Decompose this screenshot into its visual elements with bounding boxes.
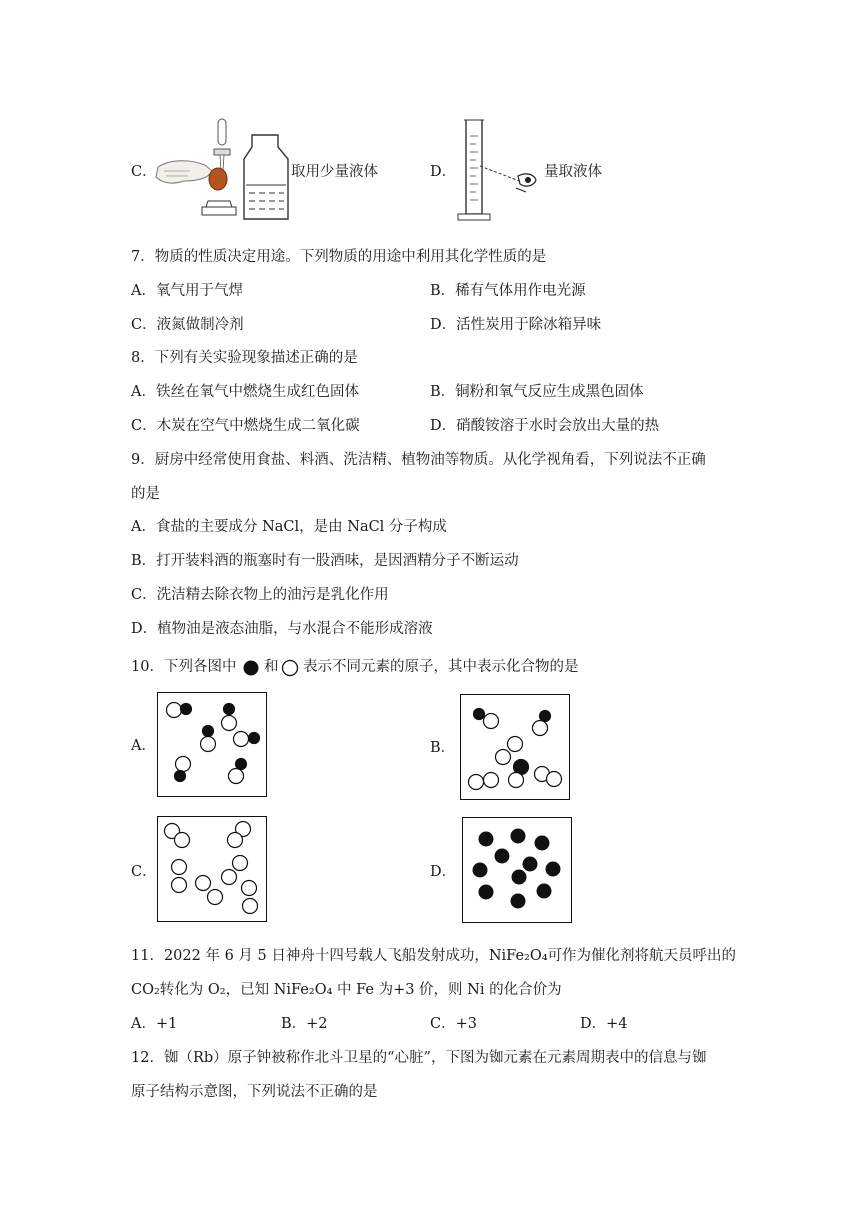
q10-option-d-letter: D． xyxy=(430,864,457,880)
q11-option-c: C．+3 xyxy=(430,1016,477,1032)
q9-option-c: C．洗洁精去除衣物上的油污是乳化作用 xyxy=(131,587,389,603)
q9-stem-line1: 9．厨房中经常使用食盐、料酒、洗洁精、植物油等物质。从化学视角看，下列说法不正确 xyxy=(131,452,706,468)
q8-option-d: D．硝酸铵溶于水时会放出大量的热 xyxy=(430,418,660,434)
q8-option-c: C．木炭在空气中燃烧生成二氧化碳 xyxy=(131,418,360,434)
q9-option-b: B．打开装料酒的瓶塞时有一股酒味，是因酒精分子不断运动 xyxy=(131,553,519,569)
q10-molecules-d xyxy=(462,817,572,923)
q8-stem: 8．下列有关实验现象描述正确的是 xyxy=(131,350,358,366)
q7-stem: 7．物质的性质决定用途。下列物质的用途中利用其化学性质的是 xyxy=(131,249,547,265)
q11-stem-line2: CO₂转化为 O₂，已知 NiFe₂O₄ 中 Fe 为+3 价，则 Ni 的化合价为 xyxy=(131,982,562,998)
q10-stem-post: 表示不同元素的原子，其中表示化合物的是 xyxy=(303,659,579,675)
q6-option-c-letter: C． xyxy=(131,164,157,180)
q10-stem-pre: 10．下列各图中 xyxy=(131,659,237,675)
q7-option-c: C．液氮做制冷剂 xyxy=(131,317,244,333)
q12-stem-line2: 原子结构示意图，下列说法不正确的是 xyxy=(131,1084,378,1100)
q9-option-a: A．食盐的主要成分 NaCl，是由 NaCl 分子构成 xyxy=(131,519,447,535)
q11-option-a: A．+1 xyxy=(131,1016,178,1032)
q6-option-d-text: 量取液体 xyxy=(544,164,602,180)
q11-stem-line1: 11．2022 年 6 月 5 日神舟十四号载人飞船发射成功，NiFe₂O₄可作为催化剂将航天员呼出的 xyxy=(131,948,737,964)
q10-option-b-letter: B． xyxy=(430,740,456,756)
black-atom-icon xyxy=(242,659,260,677)
q6-option-d-letter: D． xyxy=(430,164,457,180)
q7-option-b: B．稀有气体用作电光源 xyxy=(430,283,586,299)
q11-option-b: B．+2 xyxy=(281,1016,328,1032)
q7-option-d: D．活性炭用于除冰箱异味 xyxy=(430,317,602,333)
q10-option-c-letter: C． xyxy=(131,864,157,880)
q8-option-b: B．铜粉和氧气反应生成黑色固体 xyxy=(430,384,644,400)
q8-option-a: A．铁丝在氧气中燃烧生成红色固体 xyxy=(131,384,359,400)
q6-option-c-text: 取用少量液体 xyxy=(291,164,378,180)
graduated-cylinder-figure xyxy=(456,116,546,224)
q9-stem-line2: 的是 xyxy=(131,486,160,502)
white-atom-icon xyxy=(281,659,299,677)
dropper-bottle-figure xyxy=(150,115,290,225)
q10-stem-mid: 和 xyxy=(264,659,279,675)
q10-molecules-a xyxy=(157,692,267,797)
q10-option-a-letter: A． xyxy=(131,738,156,754)
q7-option-a: A．氧气用于气焊 xyxy=(131,283,243,299)
q12-stem-line1: 12．铷（Rb）原子钟被称作北斗卫星的“心脏”，下图为铷元素在元素周期表中的信息与铷 xyxy=(131,1050,707,1066)
q10-molecules-b xyxy=(460,694,570,800)
q11-option-d: D．+4 xyxy=(580,1016,628,1032)
q9-option-d: D．植物油是液态油脂，与水混合不能形成溶液 xyxy=(131,621,433,637)
q10-molecules-c xyxy=(157,816,267,922)
